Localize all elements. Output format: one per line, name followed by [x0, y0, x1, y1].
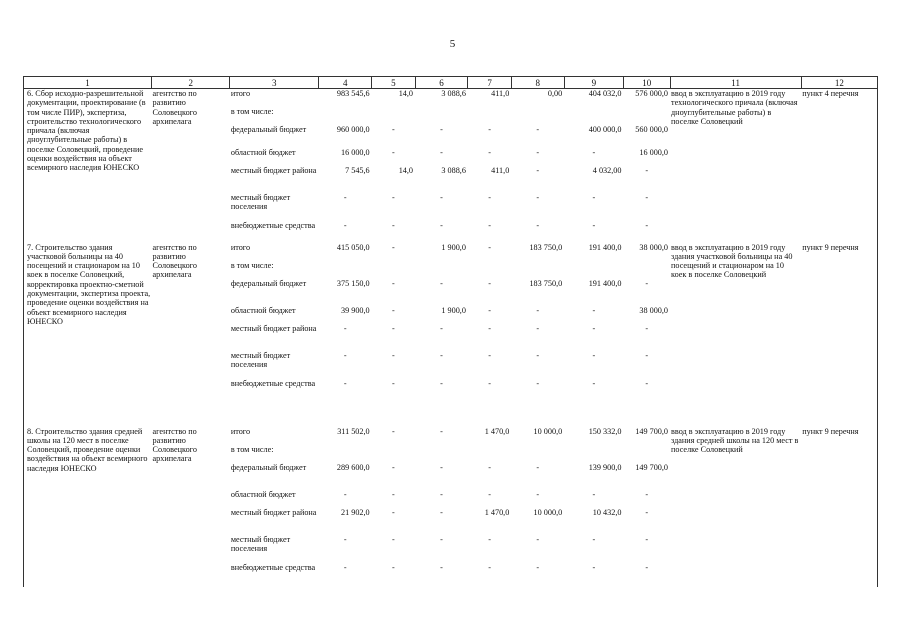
amount-cell: - [645, 534, 649, 544]
column-number-6: 6 [415, 77, 468, 89]
amount-cell: 149 700,0 [635, 426, 669, 436]
funding-source-label: в том числе: [230, 260, 274, 270]
amount-cell [415, 261, 468, 279]
project-agency: агентство по развитию Соловецкого архипелага [152, 242, 197, 280]
project-name: 6. Сбор исходно-разрешительной документации, проектирование (в том числе ПИР), экспертиза, строительство технологического причала (включая дноуглубительные работы) в поселке Соловецкий, проведение оценки воздействия на объект всемирного наследия ЮНЕСКО [24, 89, 152, 243]
amount-cell: - [592, 534, 596, 544]
amount-cell: - [391, 242, 395, 252]
funding-source-label: местный бюджет района [230, 507, 317, 517]
amount-cell: 1 900,0 [441, 242, 466, 252]
amount-cell: - [645, 192, 649, 202]
amount-cell: - [488, 489, 491, 499]
funding-source-label: областной бюджет [230, 147, 296, 157]
amount-cell: - [645, 489, 649, 499]
amount-cell: - [488, 562, 491, 572]
amount-cell [319, 107, 372, 125]
amount-cell [564, 107, 623, 125]
funding-source-label: федеральный бюджет [230, 278, 307, 288]
project-reference: пункт 9 перечня [801, 243, 877, 407]
column-number-row [24, 77, 878, 89]
table-row [24, 89, 878, 107]
project-result: ввод в эксплуатацию в 2019 году здания участковой больницы на 40 посещений и стационаром на 10 коек в поселке Соловецкий [671, 242, 793, 280]
amount-cell: - [592, 147, 596, 157]
amount-cell: - [536, 305, 540, 315]
amount-cell: - [536, 323, 540, 333]
amount-cell: - [592, 489, 596, 499]
table-body [24, 89, 878, 587]
amount-cell: - [488, 323, 491, 333]
funding-source-label: местный бюджет поселения [230, 534, 291, 553]
column-number-9: 9 [564, 77, 623, 89]
funding-source-label: внебюджетные средства [230, 220, 316, 230]
amount-cell [468, 261, 511, 279]
amount-cell [511, 261, 564, 279]
amount-cell: - [440, 462, 443, 472]
amount-cell [319, 445, 372, 463]
amount-cell: 191 400,0 [588, 278, 622, 288]
funding-source-label: внебюджетные средства [230, 378, 316, 388]
amount-cell [468, 445, 511, 463]
amount-cell [372, 261, 415, 279]
amount-cell: 411,0 [491, 89, 510, 98]
column-number-8: 8 [511, 77, 564, 89]
amount-cell: - [645, 378, 649, 388]
amount-cell: - [488, 124, 491, 134]
amount-cell: - [536, 220, 540, 230]
amount-cell: - [440, 350, 443, 360]
page-number: 5 [449, 38, 456, 50]
amount-cell: - [440, 192, 443, 202]
amount-cell: 139 900,0 [588, 462, 622, 472]
amount-cell: - [391, 462, 395, 472]
amount-cell: 10 000,0 [533, 426, 563, 436]
table-row [24, 427, 878, 445]
amount-cell: - [645, 278, 649, 288]
column-number-2: 2 [152, 77, 230, 89]
column-number-11: 11 [670, 77, 801, 89]
amount-cell: - [391, 489, 395, 499]
amount-cell: 14,0 [398, 89, 414, 98]
amount-cell: 400 000,0 [588, 124, 622, 134]
amount-cell: - [391, 426, 395, 436]
amount-cell: 1 470,0 [484, 507, 510, 517]
amount-cell: - [592, 305, 596, 315]
amount-cell: 183 750,0 [529, 278, 563, 288]
amount-cell: 149 700,0 [635, 462, 669, 472]
funding-source-label: местный бюджет района [230, 323, 317, 333]
amount-cell: 39 900,0 [340, 305, 370, 315]
amount-cell: - [440, 124, 443, 134]
amount-cell: 183 750,0 [529, 242, 563, 252]
column-number-12: 12 [801, 77, 877, 89]
funding-source-label: федеральный бюджет [230, 124, 307, 134]
amount-cell: 289 600,0 [336, 462, 370, 472]
amount-cell: - [391, 147, 395, 157]
amount-cell [623, 261, 670, 279]
amount-cell: - [536, 124, 540, 134]
amount-cell: - [592, 562, 596, 572]
amount-cell: - [440, 378, 443, 388]
amount-cell: - [343, 534, 347, 544]
amount-cell: - [536, 489, 540, 499]
project-agency: агентство по развитию Соловецкого архипелага [152, 89, 197, 126]
amount-cell [468, 107, 511, 125]
amount-cell: - [645, 350, 649, 360]
amount-cell: 1 470,0 [484, 426, 510, 436]
funding-source-label: местный бюджет района [230, 165, 317, 175]
amount-cell: - [536, 378, 540, 388]
amount-cell [564, 261, 623, 279]
project-result: ввод в эксплуатацию в 2019 году здания средней школы на 120 мест в поселке Соловецкий [671, 426, 799, 455]
amount-cell: - [645, 562, 649, 572]
amount-cell: 16 000,0 [639, 147, 669, 157]
amount-cell: 4 032,00 [592, 165, 622, 175]
amount-cell [511, 107, 564, 125]
column-number-3: 3 [230, 77, 319, 89]
section-spacer [24, 407, 878, 427]
amount-cell: 3 088,6 [441, 89, 466, 98]
amount-cell: - [592, 220, 596, 230]
amount-cell: - [488, 220, 491, 230]
column-number-4: 4 [319, 77, 372, 89]
amount-cell: - [391, 124, 395, 134]
amount-cell: - [645, 323, 649, 333]
amount-cell: 576 000,0 [635, 89, 669, 98]
amount-cell: 0,00 [547, 89, 563, 98]
amount-cell: - [488, 192, 491, 202]
amount-cell: 10 432,0 [592, 507, 622, 517]
amount-cell: 411,0 [491, 165, 510, 175]
funding-source-label: итого [230, 426, 251, 436]
amount-cell: - [391, 278, 395, 288]
amount-cell: 38 000,0 [639, 242, 669, 252]
amount-cell: - [440, 147, 443, 157]
amount-cell: - [391, 323, 395, 333]
amount-cell: - [440, 426, 443, 436]
amount-cell: - [440, 220, 443, 230]
amount-cell: 311 502,0 [337, 426, 370, 436]
project-reference: пункт 4 перечня [801, 89, 877, 243]
amount-cell: - [536, 562, 540, 572]
amount-cell: 375 150,0 [336, 278, 370, 288]
amount-cell: - [440, 323, 443, 333]
amount-cell: 960 000,0 [336, 124, 370, 134]
amount-cell [319, 261, 372, 279]
amount-cell: 14,0 [398, 165, 414, 175]
amount-cell: - [391, 534, 395, 544]
column-number-5: 5 [372, 77, 415, 89]
amount-cell: - [488, 278, 491, 288]
amount-cell: 38 000,0 [639, 305, 669, 315]
amount-cell: - [343, 350, 347, 360]
amount-cell: - [536, 534, 540, 544]
amount-cell: 10 000,0 [533, 507, 563, 517]
amount-cell: - [391, 378, 395, 388]
table-row [24, 243, 878, 261]
amount-cell: - [592, 350, 596, 360]
amount-cell: - [592, 192, 596, 202]
amount-cell: - [488, 534, 491, 544]
amount-cell [372, 445, 415, 463]
program-table [23, 76, 878, 587]
amount-cell: - [536, 462, 540, 472]
amount-cell: - [440, 278, 443, 288]
amount-cell: - [391, 220, 395, 230]
amount-cell: - [391, 350, 395, 360]
funding-source-label: итого [230, 89, 251, 98]
funding-source-label: в том числе: [230, 444, 274, 454]
column-number-1: 1 [24, 77, 152, 89]
amount-cell: - [343, 323, 347, 333]
funding-source-label: местный бюджет поселения [230, 350, 291, 369]
amount-cell: - [343, 562, 347, 572]
amount-cell [415, 107, 468, 125]
project-name: 8. Строительство здания средней школы на 120 мест в поселке Соловецкий, проведение оценки воздействия на объект всемирного наследия ЮНЕСКО [24, 427, 152, 587]
amount-cell: - [391, 305, 395, 315]
funding-source-label: федеральный бюджет [230, 462, 307, 472]
amount-cell [564, 445, 623, 463]
amount-cell [511, 445, 564, 463]
amount-cell: - [391, 507, 395, 517]
amount-cell [415, 445, 468, 463]
amount-cell: - [645, 507, 649, 517]
amount-cell: - [592, 323, 596, 333]
amount-cell: - [645, 165, 649, 175]
amount-cell: 404 032,0 [588, 89, 622, 98]
amount-cell: - [440, 507, 443, 517]
amount-cell: - [440, 489, 443, 499]
amount-cell: - [645, 220, 649, 230]
funding-source-label: внебюджетные средства [230, 562, 316, 572]
amount-cell: 415 050,0 [336, 242, 370, 252]
project-result: ввод в эксплуатацию в 2019 году технологического причала (включая дноуглубительные работы) в поселке Соловецкий [671, 89, 798, 126]
amount-cell: 983 545,6 [336, 89, 370, 98]
amount-cell: - [488, 305, 491, 315]
amount-cell: - [488, 462, 491, 472]
amount-cell: 16 000,0 [340, 147, 370, 157]
amount-cell: - [536, 192, 540, 202]
amount-cell: - [440, 534, 443, 544]
amount-cell: - [391, 562, 395, 572]
amount-cell: 150 332,0 [588, 426, 622, 436]
amount-cell: - [488, 378, 491, 388]
column-number-7: 7 [468, 77, 511, 89]
funding-source-label: областной бюджет [230, 305, 296, 315]
project-agency: агентство по развитию Соловецкого архипелага [152, 426, 197, 464]
amount-cell: 191 400,0 [588, 242, 622, 252]
funding-source-label: в том числе: [230, 106, 274, 116]
amount-cell: - [536, 165, 540, 175]
funding-source-label: итого [230, 242, 251, 252]
amount-cell: 7 545,6 [345, 165, 370, 175]
project-name: 7. Строительство здания участковой больницы на 40 посещений и стационаром на 10 коек в поселке Соловецкий, корректировка проектно-сметной документации, экспертиза проекта, проведение оценки воздействия на объект всемирного наследия ЮНЕСКО [24, 243, 152, 407]
funding-source-label: областной бюджет [230, 489, 296, 499]
amount-cell: 3 088,6 [441, 165, 466, 175]
amount-cell: - [488, 147, 491, 157]
amount-cell: - [391, 192, 395, 202]
amount-cell: 21 902,0 [340, 507, 370, 517]
amount-cell [623, 445, 670, 463]
amount-cell: 560 000,0 [635, 124, 669, 134]
amount-cell [623, 107, 670, 125]
amount-cell: - [343, 220, 347, 230]
amount-cell: - [440, 562, 443, 572]
amount-cell: - [343, 378, 347, 388]
amount-cell: - [592, 378, 596, 388]
column-number-10: 10 [623, 77, 670, 89]
amount-cell: - [488, 350, 491, 360]
amount-cell: - [536, 350, 540, 360]
funding-source-label: местный бюджет поселения [230, 192, 291, 211]
amount-cell: - [343, 192, 347, 202]
amount-cell: - [488, 242, 491, 252]
amount-cell: 1 900,0 [441, 305, 466, 315]
amount-cell [372, 107, 415, 125]
amount-cell: - [536, 147, 540, 157]
amount-cell: - [343, 489, 347, 499]
project-reference: пункт 9 перечня [801, 427, 877, 587]
